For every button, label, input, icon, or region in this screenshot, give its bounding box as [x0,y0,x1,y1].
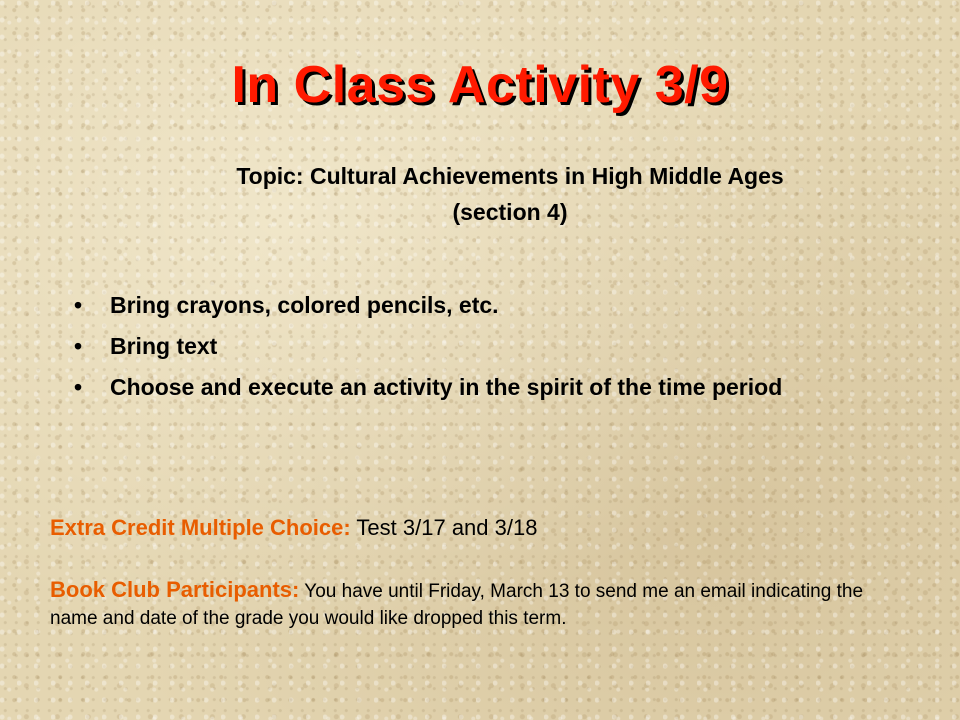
bullet-text: Bring text [110,333,218,359]
bullet-item [70,329,890,363]
bullet-list [70,288,890,411]
topic-line-2: (section 4) [452,199,568,225]
extra-credit-note [50,512,537,544]
book-club-label: Book Club Participants: [50,577,300,602]
extra-credit-text: Test 3/17 and 3/18 [350,515,538,540]
bullet-item [70,288,890,322]
book-club-note [50,576,910,632]
topic-line-1: Topic: Cultural Achievements in High Middle Ages [236,163,784,189]
bullet-text: Bring crayons, colored pencils, etc. [110,292,499,318]
slide-title: In Class Activity 3/9 [231,56,729,114]
extra-credit-label: Extra Credit Multiple Choice: [50,515,351,540]
bullet-item [70,370,890,404]
book-club-text: You have until Friday, March 13 to send me an email indicating the name and date of the grade you would like dropped this term. [50,581,864,629]
topic-heading [100,158,920,230]
bullet-icon: • [74,374,83,400]
bullet-text: Choose and execute an activity in the spirit of the time period [110,374,783,400]
bullet-icon: • [74,292,83,318]
bullet-icon: • [74,333,83,359]
